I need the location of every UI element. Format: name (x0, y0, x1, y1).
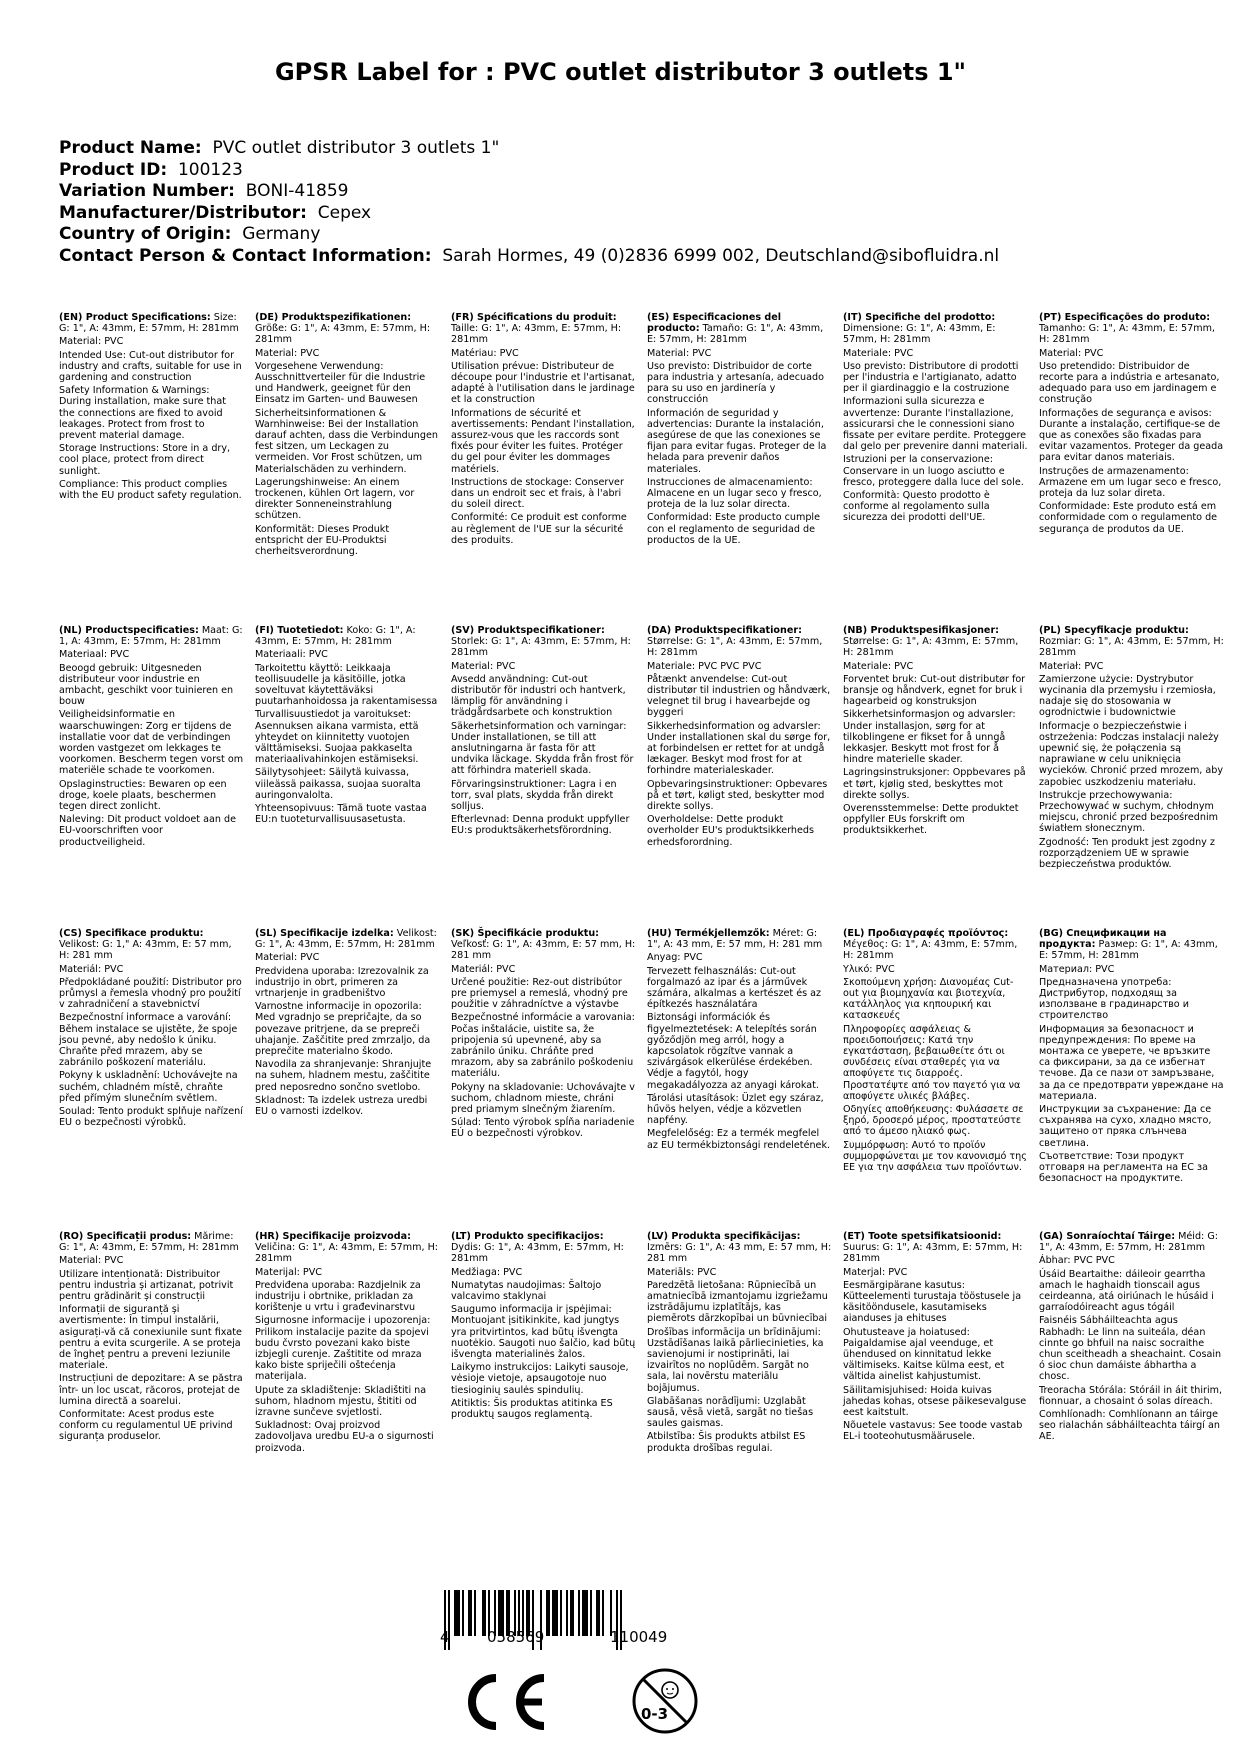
spec-heading: (HR) Specifikacije proizvoda: Veličina: G: 1", A: 43mm, E: 57mm, H: 281mm (255, 1231, 439, 1265)
spec-paragraph: Conformidad: Este producto cumple con el reglamento de seguridad de productos de la UE. (647, 512, 820, 546)
spec-paragraph: Určené použitie: Rez-out distribútor pre priemysel a remeslá, vhodný pre použitie v záhradníctve a výstavbe (451, 976, 628, 1011)
info-value: PVC outlet distributor 3 outlets 1" (212, 138, 500, 158)
spec-paragraph: Material: PVC (59, 1255, 124, 1267)
spec-paragraph: Materiale: PVC (843, 660, 914, 672)
spec-paragraph: Informazioni sulla sicurezza e avvertenze: Durante l'installazione, assicurarsi che le connessioni siano fissate per evitare perdite. Proteggere dal gelo per prevenire danni materiali. (843, 396, 1028, 453)
spec-block-pt (1039, 312, 1224, 537)
spec-paragraph: Pokyny k uskladnění: Uchovávejte na suchém, chladném místě, chraňte před přímým slunečním světlem. (59, 1070, 238, 1104)
spec-block-it (843, 312, 1028, 526)
spec-block-et (843, 1231, 1028, 1445)
info-row (59, 246, 999, 268)
spec-paragraph: Bezpečnostné informácie a varovania: Počas inštalácie, uistite sa, že pripojenia sú upevnené, aby sa zabránilo úniku. Chráňte pred mrazom, aby sa zabránilo poškodeniu materiálu. (451, 1012, 635, 1080)
spec-heading: (PT) Especificações do produto: Tamanho: G: 1", A: 43mm, E: 57mm, H: 281mm (1039, 312, 1215, 346)
spec-block-nb (843, 625, 1028, 839)
spec-paragraph: Información de seguridad y advertencias: Durante la instalación, asegúrese de que las conexiones se fijan para evitar fugas. Proteger de la helada para prevenir daños materiales. (647, 407, 827, 475)
age-range-label: 0-3 (641, 1705, 669, 1723)
spec-block-cs (59, 928, 244, 1130)
spec-paragraph: Varnostne informacije in opozorila: Med vgradnjo se prepričajte, da so povezave pritrjene, da se prepreči uhajanje. Zaščitite pred zmrzaljo, da preprečite materialno škodo. (255, 1001, 431, 1058)
spec-paragraph: Materiale: PVC (843, 347, 914, 359)
spec-block-fi (255, 625, 440, 827)
spec-paragraph: Tárolási utasítások: Üzlet egy száraz, hűvös helyen, védje a közvetlen napfény. (647, 1092, 824, 1127)
spec-block-sk (451, 928, 636, 1142)
spec-paragraph: Matériau: PVC (451, 347, 519, 359)
spec-heading: (DA) Produktspecifikationer: Størrelse: G: 1", A: 43mm, E: 57mm, H: 281mm (647, 625, 823, 659)
spec-paragraph: Utilisation prévue: Distributeur de découpe pour l'industrie et l'artisanat, adapté à l'utilisation dans le jardinage et la construction (451, 360, 635, 406)
spec-paragraph: Predviđena uporaba: Razdjelnik za industriju i obrtnike, prikladan za korištenje u vrtu i građevinarstvu (255, 1279, 421, 1314)
spec-paragraph: Overensstemmelse: Dette produktet oppfyller EUs forskrift om produktsikkerhet. (843, 803, 1019, 837)
spec-paragraph: Materijal: PVC (255, 1266, 322, 1278)
spec-paragraph: Informações de segurança e avisos: Durante a instalação, certifique-se de que as conexões são fixadas para evitar vazamentos. Proteger da geada para evitar danos materiais. (1039, 407, 1224, 464)
spec-paragraph: Veiligheidsinformatie en waarschuwingen: Zorg er tijdens de installatie voor dat de verbindingen worden vastgezet om lekkages te voorkomen. Bescherm tegen vorst om materiële schade te voorkomen. (59, 709, 244, 777)
spec-block-ro (59, 1231, 244, 1445)
spec-paragraph: Tervezett felhasználás: Cut-out forgalmazó az ipar és a járművek számára, alkalmas a kertészet és az építkezés használatára (647, 965, 822, 1011)
spec-heading: (ES) Especificaciones del producto: Tamaño: G: 1", A: 43mm, E: 57mm, H: 281mm (647, 312, 824, 346)
spec-paragraph: Conformidade: Este produto está em conformidade com o regulamento de segurança de produtos da UE. (1039, 501, 1218, 535)
info-label: Variation Number: (59, 181, 235, 201)
spec-paragraph: Säilitamisjuhised: Hoida kuivas jahedas kohas, otsese päikesevalguse eest kaitstult. (843, 1384, 1027, 1419)
spec-block-bg (1039, 928, 1224, 1186)
spec-paragraph: Saugumo informacija ir įspėjimai: Montuojant įsitikinkite, kad jungtys yra pritvirtintos, kad būtų išvengta nuotėkio. Saugoti nuo šalčio, kad būtų išvengta materialinės žalos. (451, 1304, 636, 1361)
spec-heading: (CS) Specifikace produktu: Velikost: G: 1," A: 43mm, E: 57 mm, H: 281 mm (59, 928, 232, 962)
info-value: Germany (242, 224, 321, 244)
spec-paragraph: Zgodność: Ten produkt jest zgodny z rozporządzeniem UE w sprawie bezpieczeństwa produktów. (1039, 836, 1215, 871)
info-value: Cepex (317, 202, 372, 223)
spec-paragraph: Opbevaringsinstruktioner: Opbevares på et tørt, køligt sted, beskytter mod direkte sollys. (647, 778, 828, 813)
spec-paragraph: Skladnost: Ta izdelek ustreza uredbi EU o varnosti izdelkov. (255, 1094, 428, 1118)
spec-heading: (LT) Produkto specifikacijos: Dydis: G: 1", A: 43mm, E: 57mm, H: 281mm (451, 1231, 624, 1265)
spec-heading: (DE) Produktspezifikationen: Größe: G: 1", A: 43mm, E: 57mm, H: 281mm (255, 312, 431, 346)
spec-paragraph: Istruzioni per la conservazione: Conservare in un luogo asciutto e fresco, proteggere dalla luce del sole. (843, 454, 1024, 488)
spec-paragraph: Σκοπούμενη χρήση: Διανομέας Cut-out για βιομηχανία και βιοτεχνία, κατάλληλος για κηπουρική και κατασκευές (843, 976, 1014, 1022)
info-value: BONI-41859 (245, 181, 349, 201)
spec-heading: (FI) Tuotetiedot: Koko: G: 1", A: 43mm, E: 57mm, H: 281mm (255, 625, 416, 648)
spec-paragraph: Treoracha Stórála: Stóráil in áit thirim, fionnuar, a chosaint ó solas díreach. (1039, 1384, 1223, 1407)
spec-paragraph: Bezpečnostní informace a varování: Během instalace se ujistěte, že spoje jsou pevné, aby nedošlo k úniku. Chraňte před mrazem, aby se zabránilo poškození materiálu. (59, 1012, 238, 1069)
info-value: Sarah Hormes, 49 (0)2836 6999 002, Deutschland@sibofluidra.nl (442, 245, 1000, 266)
spec-paragraph: Úsáid Beartaithe: dáileoir gearrtha amach le haghaidh tionscail agus ceirdeanna, atá oiriúnach le húsáid i garraíodóireacht agus tógáil (1039, 1268, 1214, 1314)
spec-paragraph: Súlad: Tento výrobok spĺňa nariadenie EÚ o bezpečnosti výrobkov. (451, 1117, 635, 1140)
spec-paragraph: Biztonsági információk és figyelmeztetések: A telepítés során győződjön meg arról, hogy a kapcsolatok rögzítve vannak a szivárgások elkerülése érdekében. Védje a fagytól, hogy megakadályozza az anyagi károkat. (647, 1012, 819, 1091)
spec-paragraph: Conformité: Ce produit est conforme au règlement de l'UE sur la sécurité des produits. (451, 512, 627, 546)
spec-paragraph: Overholdelse: Dette produkt overholder EU's produktsikkerheds erhedsforordning. (647, 814, 814, 848)
spec-paragraph: Vorgesehene Verwendung: Ausschnittverteiler für die Industrie und Handwerk, geeignet für den Einsatz im Garten- und Bauwesen (255, 360, 426, 406)
spec-paragraph: Инструкции за съхранение: Да се съхранява на сухо, хладно място, защитено от пряка слънчева светлина. (1039, 1104, 1212, 1149)
spec-paragraph: Predvidena uporaba: Izrezovalnik za industrijo in obrt, primeren za vrtnarjenje in gradbeništvo (255, 965, 429, 1000)
spec-block-sl (255, 928, 440, 1119)
spec-paragraph: Compliance: This product complies with the EU product safety regulation. (59, 478, 242, 502)
spec-paragraph: Paredzētā lietošana: Rūpniecībā un amatniecībā izmantojamu izgriežamu izstrādājumu izplatītājs, kas piemērots dārzkopībai un būvniecībai (647, 1279, 828, 1325)
spec-block-sv (451, 625, 636, 839)
spec-paragraph: Informations de sécurité et avertissements: Pendant l'installation, assurez-vous que les raccords sont fixés pour éviter les fuites. Protéger du gel pour éviter les dommages matériels. (451, 407, 635, 475)
spec-paragraph: Instrukcje przechowywania: Przechowywać w suchym, chłodnym miejscu, chronić przed bezpośrednim światłem słonecznym. (1039, 789, 1218, 835)
spec-heading: (PL) Specyfikacje produktu: Rozmiar: G: 1", A: 43mm, E: 57mm, H: 281mm (1039, 625, 1224, 659)
spec-paragraph: Påtænkt anvendelse: Cut-out distributør til industrien og håndværk, velegnet til brug i havearbejde og byggeri (647, 673, 831, 719)
spec-block-hu (647, 928, 832, 1153)
spec-paragraph: Informacje o bezpieczeństwie i ostrzeżenia: Podczas instalacji należy upewnić się, że połączenia są naprawiane w celu uniknięcia wycieków. Chronić przed mrozem, aby zapobiec uszkodzeniu materiału. (1039, 720, 1224, 788)
spec-paragraph: Υλικό: PVC (843, 963, 895, 975)
spec-paragraph: Naleving: Dit product voldoet aan de EU-voorschriften voor productveiligheid. (59, 814, 236, 848)
spec-paragraph: Material: PVC (647, 347, 712, 359)
spec-paragraph: Material: PVC (1039, 347, 1104, 359)
info-row (59, 160, 999, 182)
spec-paragraph: Materiał: PVC (1039, 660, 1104, 672)
spec-paragraph: Faisnéis Sábháilteachta agus Rabhadh: Le linn na suiteála, déan cinnte go bhfuil na naisc socraithe chun sceitheadh a sheachaint. Cosain ó sioc chun damáiste ábhartha a chosc. (1039, 1315, 1222, 1383)
spec-paragraph: Säkerhetsinformation och varningar: Under installationen, se till att anslutningarna är fasta för att undvika läckage. Skydda från frost för att förhindra materiell skada. (451, 720, 634, 777)
spec-heading: (LV) Produkta specifikācijas: Izmērs: G: 1", A: 43 mm, E: 57 mm, H: 281 mm (647, 1231, 832, 1265)
spec-paragraph: Numatytas naudojimas: Šaltojo valcavimo staklynai (451, 1279, 602, 1303)
spec-heading: (IT) Specifiche del prodotto: Dimensione: G: 1", A: 43mm, E: 57mm, H: 281mm (843, 312, 996, 346)
spec-paragraph: Safety Information & Warnings: During installation, make sure that the connections are fixed to avoid leakages. Protect from frost to prevent material damage. (59, 385, 227, 442)
spec-paragraph: Zamierzone użycie: Dystrybutor wycinania dla przemysłu i rzemiosła, nadaje się do stosowania w ogrodnictwie i budownictwie (1039, 673, 1216, 719)
spec-paragraph: Material: PVC (59, 336, 124, 348)
info-value: 100123 (177, 159, 243, 180)
spec-heading: (RO) Specificații produs: Mărime: G: 1", A: 43mm, E: 57mm, H: 281mm (59, 1231, 239, 1254)
spec-paragraph: Drošības informācija un brīdinājumi: Uzstādīšanas laikā pārliecinieties, ka savienojumi ir nostiprināti, lai izvairītos no noplūdēm. Sargāt no sala, lai novērstu materiālu bojājumus. (647, 1326, 824, 1394)
spec-paragraph: Sigurnosne informacije i upozorenja: Prilikom instalacije pazite da spojevi budu čvrsto povezani kako biste izbjegli curenje. Zaštitite od mraza kako biste spriječili oštećenja materijala. (255, 1315, 431, 1383)
spec-paragraph: Οδηγίες αποθήκευσης: Φυλάσσετε σε ξηρό, δροσερό μέρος, προστατεύστε από το άμεσο ηλιακό φως. (843, 1104, 1024, 1138)
spec-paragraph: Lagringsinstruksjoner: Oppbevares på et tørt, kjølig sted, beskyttes mot direkte sollys. (843, 767, 1026, 801)
spec-heading: (HU) Termékjellemzők: Méret: G: 1", A: 43 mm, E: 57 mm, H: 281 mm (647, 928, 823, 951)
spec-heading: (NB) Produktspesifikasjoner: Størrelse: G: 1", A: 43mm, E: 57mm, H: 281mm (843, 625, 1019, 659)
spec-paragraph: Instrucciones de almacenamiento: Almacene en un lugar seco y fresco, proteja de la luz solar directa. (647, 476, 822, 511)
spec-paragraph: Ohutusteave ja hoiatused: Paigaldamise ajal veenduge, et ühendused on kinnitatud lekke vältimiseks. Kaitse külma eest, et vältida ainelist kahjustumist. (843, 1326, 1005, 1383)
info-row (59, 203, 999, 225)
spec-paragraph: Съответствие: Този продукт отговаря на регламента на ЕС за безопасност на продуктите. (1039, 1150, 1208, 1185)
spec-block-lt (451, 1231, 636, 1422)
spec-paragraph: Turvallisuustiedot ja varoitukset: Asennuksen aikana varmista, että yhteydet on kiinnitetty vuotojen välttämiseksi. Suojaa pakkaselta materiaalivahinkojen estämiseksi. (255, 709, 419, 766)
barcode-left-digits: 058569 (487, 1628, 545, 1646)
spec-paragraph: Uso previsto: Distribuidor de corte para industria y artesanía, adecuado para su uso en jardinería y construcción (647, 360, 824, 406)
spec-paragraph: Tarkoitettu käyttö: Leikkaaja teollisuudelle ja käsitöille, jotka soveltuvat käytettäväksi puutarhanhoidossa ja rakentamisessa (255, 662, 438, 708)
spec-heading: (SL) Specifikacije izdelka: Velikost: G: 1", A: 43mm, E: 57mm, H: 281mm (255, 928, 437, 951)
spec-paragraph: Opslaginstructies: Bewaren op een droge, koele plaats, beschermen tegen direct zonlicht. (59, 778, 227, 813)
not-for-children-0-3-icon (630, 1666, 700, 1736)
spec-paragraph: Информация за безопасност и предупреждения: По време на монтажа се уверете, че връзките са фиксирани, за да се избегнат течове. Да се пази от замръзване, за да се предотврати увреждане на материала. (1039, 1023, 1224, 1102)
spec-paragraph: Materiaal: PVC (59, 649, 130, 661)
spec-block-en (59, 312, 244, 503)
spec-paragraph: Förvaringsinstruktioner: Lagra i en torr, sval plats, skydda från direkt solljus. (451, 778, 617, 813)
spec-paragraph: Předpokládané použití: Distributor pro průmysl a řemesla vhodný pro použití v zahradničení a stavebnictví (59, 976, 242, 1011)
spec-paragraph: Atbilstība: Šis produkts atbilst ES produkta drošības regulai. (647, 1431, 806, 1454)
spec-paragraph: Storage Instructions: Store in a dry, cool place, protect from direct sunlight. (59, 443, 231, 477)
spec-block-lv (647, 1231, 832, 1456)
spec-heading: (EN) Product Specifications: Size: G: 1", A: 43mm, E: 57mm, H: 281mm (59, 312, 239, 335)
spec-paragraph: Material: PVC (451, 660, 516, 672)
spec-paragraph: Megfelelőség: Ez a termék megfelel az EU termékbiztonsági rendeletének. (647, 1128, 831, 1151)
spec-paragraph: Utilizare intenționată: Distribuitor pentru industria și artizanat, potrivit pentru grădinărit și construcții (59, 1268, 234, 1303)
spec-paragraph: Yhteensopivuus: Tämä tuote vastaa EU:n tuoteturvallisuusasetusta. (255, 803, 427, 826)
info-label: Product ID: (59, 159, 168, 180)
spec-heading: (SK) Špecifikácie produktu: Veľkosť: G: 1", A: 43mm, E: 57 mm, H: 281 mm (451, 928, 636, 962)
spec-block-pl (1039, 625, 1224, 872)
spec-heading: (GA) Sonraíochtaí Táirge: Méid: G: 1", A: 43mm, E: 57mm, H: 281mm (1039, 1231, 1218, 1254)
spec-heading: (FR) Spécifications du produit: Taille: G: 1", A: 43mm, E: 57mm, H: 281mm (451, 312, 622, 346)
spec-paragraph: Πληροφορίες ασφάλειας & προειδοποιήσεις: Κατά την εγκατάσταση, βεβαιωθείτε ότι οι συνδέσεις είναι σταθερές για να αποφύγετε τις διαρροές. Προστατέψτε από τον παγετό για να αποφύγετε υλικές βλάβες. (843, 1023, 1021, 1102)
spec-paragraph: Anyag: PVC (647, 952, 703, 964)
spec-heading: (EL) Προδιαγραφές προϊόντος: Μέγεθος: G: 1", A: 43mm, E: 57mm, H: 281mm (843, 928, 1018, 962)
spec-paragraph: Materiale: PVC PVC PVC (647, 660, 762, 672)
spec-paragraph: Uso pretendido: Distribuidor de recorte para a indústria e artesanato, adequado para uso em jardinagem e construção (1039, 360, 1220, 406)
spec-paragraph: Sicherheitsinformationen & Warnhinweise: Bei der Installation darauf achten, dass die Verbindungen fest sitzen, um Leckagen zu vermeiden. Vor Frost schützen, um Materialschäden zu verhindern. (255, 407, 438, 475)
info-label: Manufacturer/Distributor: (59, 202, 307, 223)
spec-paragraph: Sukladnost: Ovaj proizvod zadovoljava uredbu EU-a o sigurnosti proizvoda. (255, 1420, 434, 1454)
spec-paragraph: Conformitate: Acest produs este conform cu regulamentul UE privind siguranța produselor. (59, 1409, 233, 1443)
spec-block-ga (1039, 1231, 1224, 1445)
spec-paragraph: Comhlíonadh: Comhlíonann an táirge seo rialachán sábháilteachta táirgí an AE. (1039, 1409, 1220, 1443)
spec-paragraph: Beoogd gebruik: Uitgesneden distributeur voor industrie en ambacht, geschikt voor tuinieren en bouw (59, 662, 234, 708)
spec-paragraph: Sikkerhetsinformasjon og advarsler: Under installasjon, sørg for at tilkoblingene er fikset for å unngå lekkasjer. Beskytt mot frost for å hindre materielle skader. (843, 709, 1016, 766)
spec-paragraph: Materiál: PVC (451, 963, 516, 975)
spec-paragraph: Avsedd användning: Cut-out distributör för industri och hantverk, lämplig för användning i trädgårdsarbete och konstruktion (451, 673, 626, 719)
spec-block-da (647, 625, 832, 850)
spec-paragraph: Conformità: Questo prodotto è conforme al regolamento sulla sicurezza dei prodotti dell'UE. (843, 490, 990, 524)
spec-heading: (SV) Produktspecifikationer: Storlek: G: 1", A: 43mm, E: 57mm, H: 281mm (451, 625, 631, 659)
spec-paragraph: Συμμόρφωση: Αυτό το προϊόν συμμορφώνεται με τον κανονισμό της ΕΕ για την ασφάλεια των προϊόντων. (843, 1139, 1027, 1174)
spec-block-de (255, 312, 440, 559)
spec-block-nl (59, 625, 244, 850)
spec-heading: (NL) Productspecificaties: Maat: G: 1, A: 43mm, E: 57mm, H: 281mm (59, 625, 243, 648)
page-title: GPSR Label for : PVC outlet distributor 3 outlets 1" (274, 58, 967, 86)
spec-paragraph: Instructions de stockage: Conserver dans un endroit sec et frais, à l'abri du soleil direct. (451, 476, 624, 511)
spec-paragraph: Konformität: Dieses Produkt entspricht der EU-Produktsi cherheitsverordnung. (255, 523, 390, 558)
spec-paragraph: Upute za skladištenje: Skladištiti na suhom, hladnom mjestu, štititi od izravne sunčeve svjetlosti. (255, 1384, 427, 1419)
spec-paragraph: Soulad: Tento produkt splňuje nařízení EU o bezpečnosti výrobků. (59, 1106, 243, 1129)
info-label: Contact Person & Contact Information: (59, 245, 432, 266)
spec-paragraph: Pokyny na skladovanie: Uchovávajte v suchom, chladnom mieste, chráni pred priamym slnečným žiarením. (451, 1081, 635, 1116)
spec-paragraph: Materjal: PVC (843, 1266, 908, 1278)
spec-paragraph: Glabāšanas norādījumi: Uzglabāt sausā, vēsā vietā, sargāt no tiešas saules gaismas. (647, 1395, 814, 1430)
spec-paragraph: Nõuetele vastavus: See toode vastab EL-i tooteohutusmäärusele. (843, 1420, 1023, 1443)
spec-paragraph: Материал: PVC (1039, 963, 1115, 975)
spec-block-hr (255, 1231, 440, 1456)
spec-paragraph: Material: PVC (255, 347, 320, 359)
spec-paragraph: Lagerungshinweise: An einem trockenen, kühlen Ort lagern, vor direkter Sonneneinstrahlung schützen. (255, 476, 415, 522)
spec-paragraph: Eesmärgipärane kasutus: Kütteelementi turustaja tööstusele ja käsitööndusele, kasutamiseks aianduses ja ehituses (843, 1279, 1022, 1325)
info-row (59, 138, 999, 160)
spec-paragraph: Materiāls: PVC (647, 1266, 717, 1278)
spec-paragraph: Sikkerhedsinformation og advarsler: Under installationen skal du sørge for, at forbindelsen er rettet for at undgå lækager. Beskyt mod frost for at forhindre materialeskader. (647, 720, 831, 777)
spec-paragraph: Materiaali: PVC (255, 649, 328, 661)
spec-paragraph: Material: PVC (255, 952, 320, 964)
spec-paragraph: Medžiaga: PVC (451, 1266, 523, 1278)
info-label: Country of Origin: (59, 224, 232, 244)
spec-paragraph: Efterlevnad: Denna produkt uppfyller EU:s produktsäkerhetsförordning. (451, 814, 630, 837)
spec-paragraph: Ábhar: PVC PVC (1039, 1255, 1115, 1267)
spec-paragraph: Säilytysohjeet: Säilytä kuivassa, viileässä paikassa, suojaa suoralta auringonvalolta. (255, 767, 421, 801)
info-row (59, 181, 999, 203)
spec-paragraph: Uso previsto: Distributore di prodotti per l'industria e l'artigianato, adatto per il giardinaggio e la costruzione (843, 360, 1019, 395)
spec-paragraph: Instruções de armazenamento: Armazene em um lugar seco e fresco, proteja da luz solar direta. (1039, 465, 1222, 500)
spec-block-es (647, 312, 832, 548)
spec-paragraph: Instrucțiuni de depozitare: A se păstra într- un loc uscat, răcoros, protejat de lumina directă a soarelui. (59, 1373, 243, 1407)
spec-paragraph: Intended Use: Cut-out distributor for industry and crafts, suitable for use in gardening and construction (59, 349, 242, 384)
spec-paragraph: Forventet bruk: Cut-out distributør for bransje og håndverk, egnet for bruk i hagearbeid og konstruksjon (843, 673, 1026, 708)
spec-paragraph: Предназначена употреба: Дистрибутор, подходящ за използване в градинарство и строителство (1039, 976, 1189, 1022)
spec-paragraph: Atitiktis: Šis produktas atitinka ES produktų saugos reglamentą. (451, 1397, 613, 1421)
spec-paragraph: Laikymo instrukcijos: Laikyti sausoje, vėsioje vietoje, apsaugotoje nuo tiesioginių saulės spindulių. (451, 1362, 629, 1396)
info-label: Product Name: (59, 138, 202, 158)
spec-heading: (ET) Toote spetsifikatsioonid: Suurus: G: 1", A: 43mm, E: 57mm, H: 281mm (843, 1231, 1023, 1265)
spec-paragraph: Navodila za shranjevanje: Shranjujte na suhem, hladnem mestu, zaščitite pred neposredno sončno svetlobo. (255, 1059, 432, 1093)
product-info (59, 138, 999, 267)
barcode-right-digits: 110049 (610, 1628, 668, 1646)
spec-heading: (BG) Спецификации на продукта: Размер: G: 1", A: 43mm, E: 57mm, H: 281mm (1039, 928, 1218, 962)
ce-mark-icon (452, 1672, 552, 1732)
barcode-lead-digit: 4 (440, 1628, 450, 1646)
spec-block-el (843, 928, 1028, 1175)
spec-paragraph: Informații de siguranță și avertismente: În timpul instalării, asigurați-vă că conexiunile sunt fixate pentru a evita scurgerile. A se proteja de îngheț pentru a preveni leziunile materiale. (59, 1304, 242, 1372)
spec-paragraph: Materiál: PVC (59, 963, 124, 975)
info-row (59, 224, 999, 246)
spec-block-fr (451, 312, 636, 548)
